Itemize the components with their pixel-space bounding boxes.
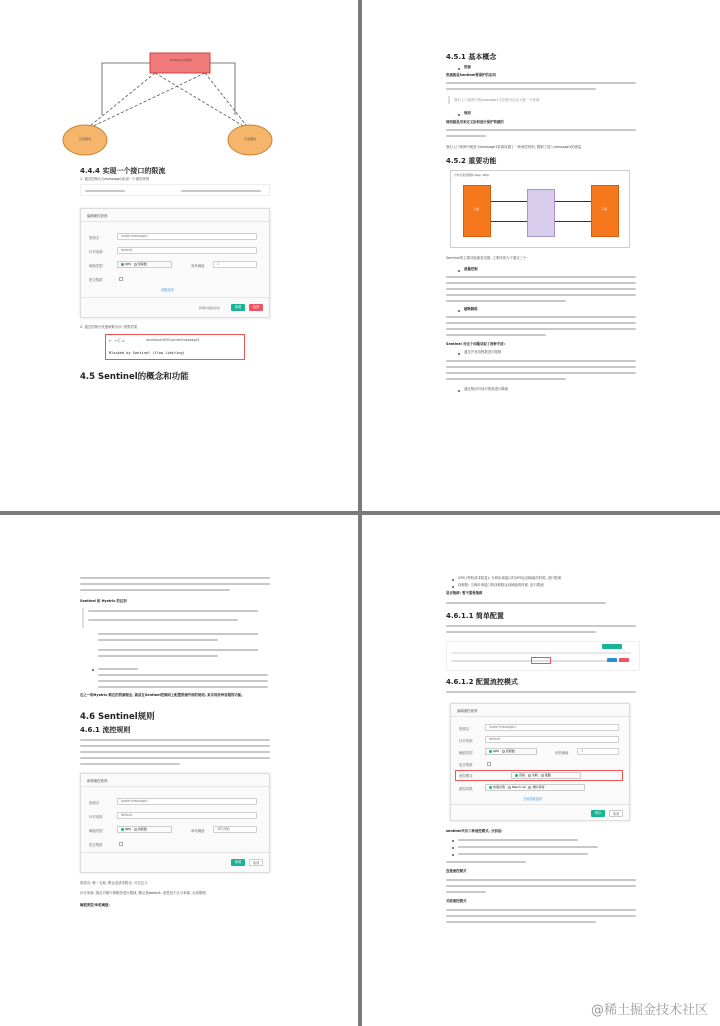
- resource-definition: 资源就是Sentinel要保护的东西: [446, 73, 496, 77]
- feature-figure: [450, 170, 630, 248]
- dialog-title: 编辑流控规则: [87, 214, 108, 218]
- qps-desc: QPS (每秒请求数量): 当调用该接口的QPS达到阈值的时候, 进行限流: [458, 576, 562, 580]
- step-text: 1. 通过控制台为message1添加一个流控规则: [80, 177, 150, 181]
- flow-rule-dialog: [80, 773, 270, 873]
- resource-name-desc: 资源名: 唯一名称, 默认是请求路径, 可自定义: [80, 881, 148, 885]
- step-text: 2. 通过控制台快速频繁访问, 观察效果: [80, 325, 138, 329]
- rule-quote: 我们入门案例中就是为message1资源设置了一种流控规则, 限制了进入message1的流量: [446, 145, 582, 149]
- browser-screenshot: [105, 334, 245, 360]
- threshold-type-label: 阈值类型: [89, 829, 103, 833]
- cluster-label: 是否集群: [89, 278, 103, 282]
- resource-input[interactable]: /order/message1: [485, 724, 619, 731]
- modes-intro: sentinel共有三种流控模式, 分别是:: [446, 829, 503, 833]
- save-button[interactable]: 保存: [591, 810, 605, 817]
- source-input[interactable]: default: [485, 736, 619, 743]
- section-heading: 4.5.1 基本概念: [446, 53, 497, 61]
- add-continue-link[interactable]: 新增并继续添加: [199, 306, 221, 310]
- threshold-type-radio-group[interactable]: QPS 线程数: [485, 748, 537, 755]
- figure-center-box: [527, 189, 555, 237]
- figure-left-box: [463, 185, 491, 237]
- cancel-button[interactable]: 取消: [249, 859, 263, 866]
- cluster-checkbox[interactable]: [119, 842, 123, 846]
- threshold-input[interactable]: 3: [577, 748, 619, 755]
- rule-definition: 规则就是用来定义如何进行保护资源的: [446, 120, 504, 124]
- threshold-desc: 阈值类型/单机阈值:: [80, 903, 110, 907]
- dialog-title: 编辑流控规则: [457, 709, 478, 713]
- resource-input[interactable]: /order/message1: [117, 798, 257, 805]
- console-toolbar: [80, 184, 270, 196]
- bullet-rule: 规则: [464, 111, 471, 115]
- add-rule-button[interactable]: [602, 644, 622, 649]
- effect-label: 流控效果: [459, 787, 473, 791]
- diagram-left-label: 应用服务: [78, 137, 91, 141]
- section-heading: 4.6.1.2 配置流控模式: [446, 678, 518, 686]
- method-1: 通过并发线程数进行限制: [464, 350, 502, 354]
- advanced-options-link[interactable]: 高级选项: [161, 288, 174, 292]
- highlight-box: [531, 657, 551, 664]
- resource-input[interactable]: /order/message1: [117, 233, 257, 240]
- page-4: [362, 515, 720, 1026]
- source-desc: 针对来源: 指定对哪个微服务进行限流, 默认指default, 意思是不区分来源, 全部限制: [80, 891, 206, 895]
- figure-right-label: 下游: [601, 207, 608, 211]
- figure-left-label: 上游: [473, 207, 480, 211]
- cluster-checkbox[interactable]: [487, 762, 491, 766]
- methods-text: Sentinel 对这个问题采取了两种手段:: [446, 342, 506, 346]
- direct-mode-heading: 直接流控模式: [446, 869, 467, 873]
- browser-nav-icon: ← → C ⌂: [109, 338, 125, 343]
- section-heading: 4.5 Sentinel的概念和功能: [80, 372, 189, 382]
- bullet-resource: 资源: [464, 65, 471, 69]
- section-heading: 4.6 Sentinel规则: [80, 712, 155, 722]
- cluster-label: 是否集群: [459, 763, 473, 767]
- threads-desc: 线程数: 当调用该接口的线程数达到阈值的时候, 进行限流: [458, 583, 544, 587]
- dialog-title: 新增流控规则: [87, 779, 108, 783]
- section-heading: 4.4.4 实现一个接口的限流: [80, 167, 166, 175]
- page-3: [0, 515, 358, 1026]
- mode-label: 流控模式: [459, 774, 473, 778]
- delete-button[interactable]: [619, 658, 629, 662]
- figure-right-box: [591, 185, 619, 237]
- diagram-right-label: 应用服务: [243, 137, 256, 141]
- section-heading: 4.5.2 重要功能: [446, 157, 497, 165]
- source-input[interactable]: default: [117, 247, 257, 254]
- cluster-desc: 是否集群: 暂不需要集群: [446, 591, 483, 595]
- figure-caption: 分布式系统架构 (app, http): [454, 173, 490, 177]
- threshold-input[interactable]: 1: [213, 261, 257, 268]
- flow-effect-radio-group[interactable]: 快速失败 Warm Up 排队等待: [485, 784, 585, 791]
- threshold-label: 单机阈值: [191, 829, 205, 833]
- cancel-button[interactable]: 取消: [609, 810, 623, 817]
- source-label: 针对来源: [459, 739, 473, 743]
- cluster-label: 是否集群: [89, 843, 103, 847]
- system-summary: 在之一和Hystrix 路在的资源理念, 就是在Sentinel控制面上配置资源外部的规则, 来实现各种容错的功能。: [80, 693, 245, 697]
- threshold-type-label: 阈值类型: [459, 751, 473, 755]
- diagram-top-label: Sentinel 控制台: [169, 58, 193, 62]
- section-heading: 4.6.1.1 简单配置: [446, 612, 504, 620]
- threshold-label: 单机阈值: [555, 751, 569, 755]
- threshold-label: 单机阈值: [191, 264, 205, 268]
- threshold-type-radio-group[interactable]: QPS 线程数: [117, 261, 172, 268]
- watermark: @稀土掘金技术社区: [590, 1003, 708, 1018]
- source-label: 针对来源: [89, 250, 103, 254]
- browser-url: localhost:8091/order/message1: [146, 338, 200, 342]
- bullet-degrade: 熔断降级: [464, 307, 478, 311]
- source-input[interactable]: default: [117, 812, 257, 819]
- flow-rule-dialog: [80, 208, 270, 318]
- flow-mode-dialog: [450, 703, 630, 821]
- threshold-type-label: 阈值类型: [89, 264, 103, 268]
- flow-mode-radio-group[interactable]: 直接 关联 链路: [511, 772, 581, 779]
- resource-label: 资源名: [89, 801, 100, 805]
- close-advanced-link[interactable]: 关闭高级选项: [523, 797, 543, 801]
- related-mode-heading: 关联流控模式: [446, 899, 467, 903]
- main-function-text: Sentinel的主要功能就是容错, 主要体现为下面这三个:: [446, 256, 528, 260]
- resource-label: 资源名: [89, 236, 100, 240]
- threshold-input[interactable]: 单机阈值: [213, 826, 257, 833]
- blocked-message: Blocked by Sentinel (flow limiting): [109, 351, 185, 355]
- section-heading: 4.6.1 流控规则: [80, 726, 131, 734]
- page-1: [0, 0, 358, 511]
- resource-label: 资源名: [459, 727, 470, 731]
- edit-button[interactable]: [607, 658, 617, 662]
- bullet-flow-control: 流量控制: [464, 267, 478, 271]
- method-2: 通过响应时间对资源进行降级: [464, 387, 509, 391]
- source-label: 针对来源: [89, 815, 103, 819]
- hystrix-heading: Sentinel 和 Hystrix 的区别: [80, 599, 127, 603]
- add-button[interactable]: 新增: [231, 859, 245, 866]
- page-2: [362, 0, 720, 511]
- cancel-button[interactable]: 取消: [249, 304, 263, 311]
- cluster-checkbox[interactable]: [119, 277, 123, 281]
- resource-quote: 我们入门案例中的message1方法就可以认为是一个资源: [454, 98, 540, 102]
- threshold-type-radio-group[interactable]: QPS 线程数: [117, 826, 172, 833]
- add-button[interactable]: 新增: [231, 304, 245, 311]
- rule-list-table: [446, 641, 640, 671]
